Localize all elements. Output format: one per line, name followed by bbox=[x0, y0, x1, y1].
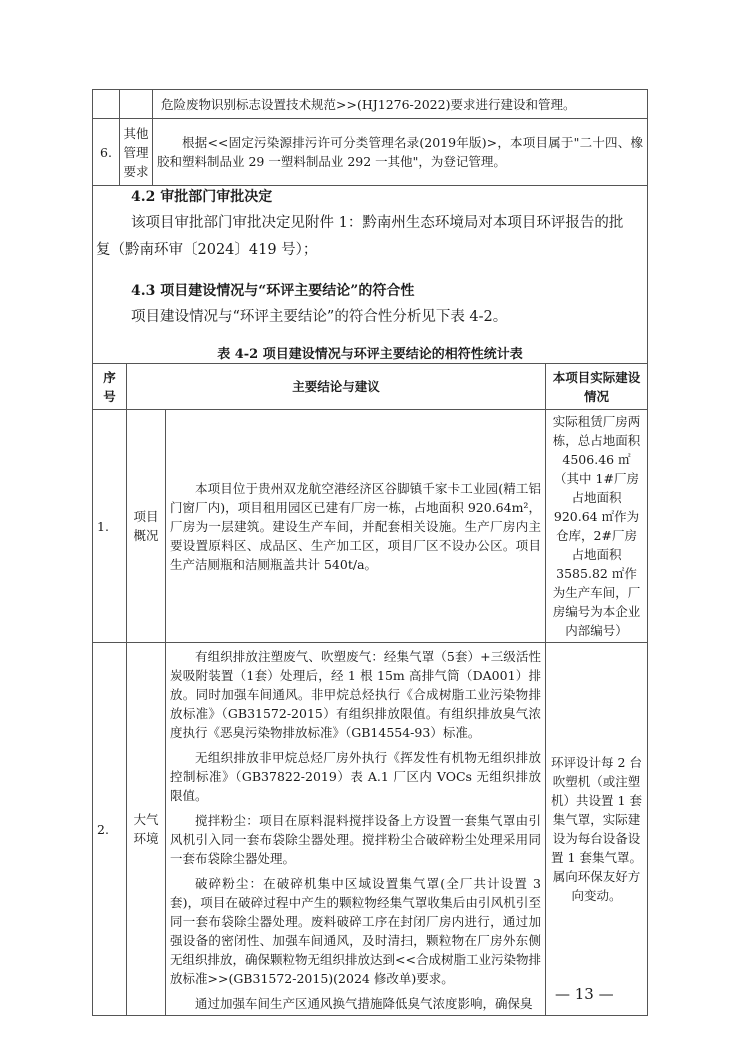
table-row bbox=[93, 643, 648, 1016]
row-number: 1. bbox=[93, 410, 127, 643]
conclusion-paragraph: 破碎粉尘：在破碎机集中区域设置集气罩(全厂共计设置 3 套)，项目在破碎过程中产生的颗粒物经集气罩收集后由引风机引至同一套布袋除尘器处理。废料破碎工序在封闭厂房内进行，通过加强设备的密闭性、加强车间通风，及时清扫，颗粒物在厂房外东侧无组织排放，确保颗粒物无组织排放达到<<合成树脂工业污染物排放标准>>(GB31572-2015)(2024 修改单)要求。 bbox=[170, 876, 541, 986]
conclusion-paragraph: 通过加强车间生产区通风换气措施降低臭气浓度影响，确保臭 bbox=[195, 996, 533, 1011]
row-actual: 环评设计每 2 台吹塑机（或注塑机）共设置 1 套集气罩，实际建设为每台设备设置 1 套集气罩。属向环保友好方向变动。 bbox=[546, 643, 648, 1016]
section-4-2-heading: 4.2 审批部门审批决定 bbox=[131, 189, 273, 205]
row-category: 其他管理要求 bbox=[120, 119, 153, 186]
conclusion-paragraph: 无组织排放非甲烷总烃厂房外执行《挥发性有机物无组织排放控制标准》（GB37822-2019）表 A.1 厂区内 VOCs 无组织排放限值。 bbox=[170, 750, 541, 803]
section-4-3-text: 项目建设情况与“环评主要结论”的符合性分析见下表 4-2。 bbox=[131, 309, 508, 325]
section-4-2-line1: 该项目审批部门审批决定见附件 1：黔南州生态环境局对本项目环评报告的批 bbox=[131, 215, 624, 231]
row-conclusion bbox=[166, 643, 546, 1016]
top-table bbox=[92, 89, 648, 186]
row-text-paragraph: 根据<<固定污染源排污许可分类管理名录(2019年版)>，本项目属于"二十四、橡胶和塑料制品业 29 一塑料制品业 292 一其他"，为登记管理。 bbox=[157, 135, 643, 169]
table-row bbox=[93, 119, 648, 186]
section-4-3-heading: 4.3 项目建设情况与“环评主要结论”的符合性 bbox=[131, 283, 415, 299]
row-conclusion bbox=[166, 410, 546, 643]
row-category bbox=[120, 90, 153, 119]
conclusion-paragraph: 本项目位于贵州双龙航空港经济区谷脚镇千家卡工业园(精工铝门窗厂内)，项目租用园区已建有厂房一栋，占地面积 920.64m²，厂房为一层建筑。建设生产车间，并配套相关设施。生产厂房内主要设置原料区、成品区、生产加工区，项目厂区不设办公区。项目生产洁厕瓶和洁厕瓶盖共计 540t/a。 bbox=[170, 480, 541, 572]
row-text: 危险废物识别标志设置技术规范>>(HJ1276-2022)要求进行建设和管理。 bbox=[153, 90, 648, 119]
row-number: 6. bbox=[93, 119, 120, 186]
table-caption: 表 4-2 项目建设情况与环评主要结论的相符性统计表 bbox=[217, 347, 523, 362]
row-actual: 实际租赁厂房两栋，总占地面积 4506.46 ㎡（其中 1#厂房占地面积 920.64 ㎡作为仓库，2#厂房占地面积 3585.82 ㎡作为生产车间，厂房编号为本企业内部编号） bbox=[546, 410, 648, 643]
header-actual: 本项目实际建设情况 bbox=[546, 364, 648, 410]
row-number: 2. bbox=[93, 643, 127, 1016]
header-number: 序号 bbox=[93, 364, 127, 410]
section-4-2-line2: 复（黔南环审〔2024〕419 号）； bbox=[96, 242, 318, 258]
page-number: — 13 — bbox=[555, 985, 614, 1003]
row-text bbox=[153, 119, 648, 186]
row-number bbox=[93, 90, 120, 119]
table-header-row bbox=[93, 364, 648, 410]
table-row bbox=[93, 410, 648, 643]
row-category: 项目概况 bbox=[127, 410, 166, 643]
header-conclusion: 主要结论与建议 bbox=[127, 364, 546, 410]
row-category: 大气环境 bbox=[127, 643, 166, 1016]
table-row bbox=[93, 90, 648, 119]
conclusion-paragraph: 搅拌粉尘：项目在原料混料搅拌设备上方设置一套集气罩由引风机引入同一套布袋除尘器处理。搅拌粉尘合破碎粉尘处理采用同一套布袋除尘器处理。 bbox=[170, 813, 541, 866]
compliance-table bbox=[92, 363, 648, 1016]
conclusion-paragraph: 有组织排放注塑废气、吹塑废气：经集气罩（5套）+三级活性炭吸附装置（1套）处理后，经 1 根 15m 高排气筒（DA001）排放。同时加强车间通风。非甲烷总烃执行《合成树脂工业污染物排放标准》（GB31572-2015）有组织排放限值。有组织排放臭气浓度执行《恶臭污染物排放标准》（GB14554-93）标准。 bbox=[170, 649, 541, 740]
